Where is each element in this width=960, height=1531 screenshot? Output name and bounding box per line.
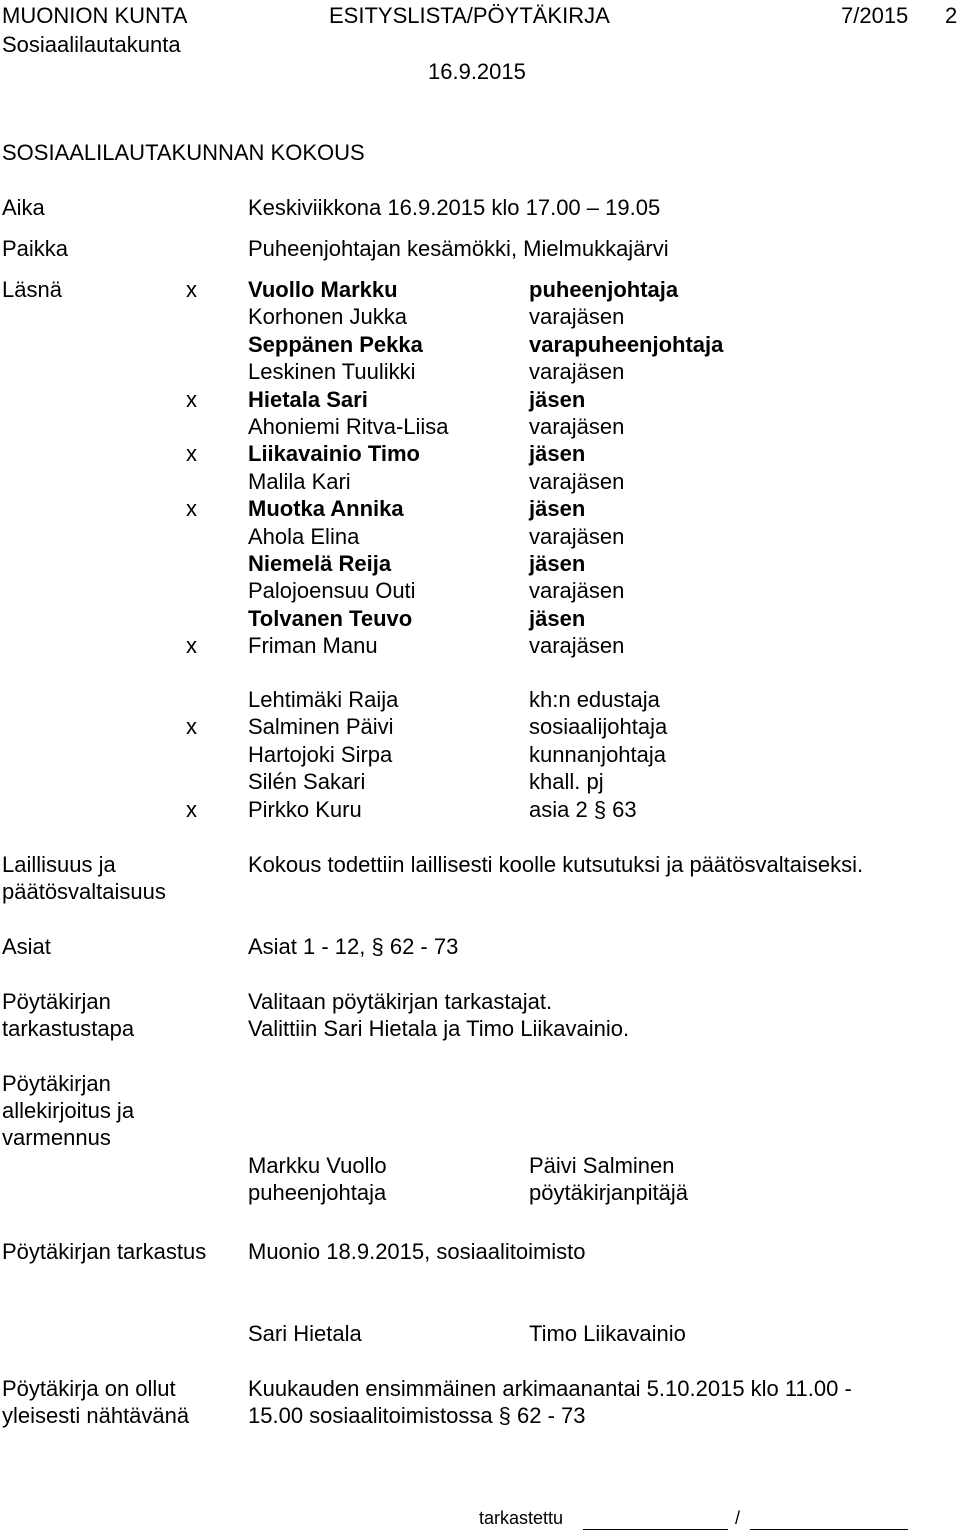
chair-title: puheenjohtaja [248, 1180, 387, 1205]
member-name: Niemelä Reija [248, 551, 392, 576]
member-name: Palojoensuu Outi [248, 578, 416, 604]
present-label: Läsnä [2, 277, 62, 302]
member-role: khall. pj [529, 769, 604, 795]
review-method-text-line1: Valitaan pöytäkirjan tarkastajat. [248, 989, 553, 1014]
member-name: Liikavainio Timo [248, 441, 420, 467]
legality-label-line1: Laillisuus ja [2, 852, 116, 877]
presence-mark: x [186, 496, 197, 522]
presence-mark: x [186, 796, 197, 822]
member-name: Silén Sakari [248, 769, 366, 795]
time-value: Keskiviikkona 16.9.2015 klo 17.00 – 19.05 [248, 195, 661, 220]
member-name: Pirkko Kuru [248, 796, 362, 822]
member-role: jäsen [529, 441, 586, 467]
member-name: Malila Kari [248, 468, 351, 494]
member-name: Tolvanen Teuvo [248, 605, 413, 631]
member-role: varapuheenjohtaja [529, 331, 724, 357]
review-method-label-line1: Pöytäkirjan [2, 989, 111, 1014]
member-name: Hietala Sari [248, 386, 368, 412]
public-text-line2: 15.00 sosiaalitoimistossa § 62 - 73 [248, 1403, 586, 1428]
footer-checked-label: tarkastettu [479, 1508, 564, 1528]
member-name: Ahola Elina [248, 523, 360, 549]
member-role: kunnanjohtaja [529, 741, 667, 767]
public-text-line1: Kuukauden ensimmäinen arkimaanantai 5.10.2015 klo 11.00 - [248, 1376, 852, 1401]
presence-mark: x [186, 386, 197, 412]
member-name: Leskinen Tuulikki [248, 359, 416, 385]
member-role: varajäsen [529, 468, 625, 494]
signing-label-line2: allekirjoitus ja [2, 1098, 135, 1123]
member-role: varajäsen [529, 578, 625, 604]
member-name: Ahoniemi Ritva-Liisa [248, 414, 449, 439]
member-name: Hartojoki Sirpa [248, 741, 393, 767]
secretary-title: pöytäkirjanpitäjä [529, 1180, 688, 1205]
secretary-name: Päivi Salminen [529, 1153, 675, 1178]
page-title: SOSIAALILAUTAKUNNAN KOKOUS [2, 140, 365, 165]
header-page-number: 2 [945, 3, 958, 28]
matters-label: Asiat [2, 934, 51, 959]
member-name: Lehtimäki Raija [248, 687, 399, 712]
presence-mark: x [186, 633, 197, 659]
header-date: 16.9.2015 [428, 59, 526, 84]
member-role: jäsen [529, 551, 586, 576]
place-value: Puheenjohtajan kesämökki, Mielmukkajärvi [248, 236, 669, 261]
footer-signature-line-2 [750, 1529, 908, 1530]
time-label: Aika [2, 195, 45, 220]
member-role: jäsen [529, 496, 586, 522]
review-method-text-line2: Valittiin Sari Hietala ja Timo Liikavainio. [248, 1016, 630, 1041]
reviewer-2-name: Timo Liikavainio [529, 1321, 686, 1346]
header-doc-type: ESITYSLISTA/PÖYTÄKIRJA [329, 3, 610, 28]
place-label: Paikka [2, 236, 69, 261]
legality-text: Kokous todettiin laillisesti koolle kutsutuksi ja päätösvaltaiseksi. [248, 852, 864, 877]
member-name: Korhonen Jukka [248, 304, 407, 330]
header-municipality: MUONION KUNTA [2, 3, 188, 28]
member-role: varajäsen [529, 633, 625, 659]
member-role: varajäsen [529, 523, 625, 549]
review-method-label-line2: tarkastustapa [2, 1016, 135, 1041]
presence-mark: x [186, 441, 197, 467]
presence-mark: x [186, 714, 197, 740]
member-name: Salminen Päivi [248, 714, 394, 740]
public-label-line1: Pöytäkirja on ollut [2, 1376, 176, 1401]
signing-label-line3: varmennus [2, 1125, 111, 1150]
legality-label-line2: päätösvaltaisuus [2, 879, 166, 904]
header-board: Sosiaalilautakunta [2, 32, 181, 57]
member-role: asia 2 § 63 [529, 796, 637, 822]
reviewer-1-name: Sari Hietala [248, 1321, 362, 1346]
member-name: Seppänen Pekka [248, 331, 423, 357]
presence-mark: x [186, 277, 197, 302]
member-role: puheenjohtaja [529, 277, 679, 302]
footer-signature-line-1 [583, 1529, 728, 1530]
footer-separator: / [735, 1508, 741, 1528]
member-role: sosiaalijohtaja [529, 714, 668, 740]
review-label: Pöytäkirjan tarkastus [2, 1239, 207, 1264]
review-text: Muonio 18.9.2015, sosiaalitoimisto [248, 1239, 586, 1264]
public-label-line2: yleisesti nähtävänä [2, 1403, 190, 1428]
matters-text: Asiat 1 - 12, § 62 - 73 [248, 934, 459, 959]
member-name: Vuollo Markku [248, 277, 398, 302]
signing-label-line1: Pöytäkirjan [2, 1071, 111, 1096]
member-name: Muotka Annika [248, 496, 404, 522]
header-number: 7/2015 [841, 3, 909, 28]
member-role: varajäsen [529, 359, 625, 385]
chair-name: Markku Vuollo [248, 1153, 387, 1178]
member-role: varajäsen [529, 304, 625, 330]
member-role: kh:n edustaja [529, 687, 660, 712]
member-role: varajäsen [529, 414, 625, 439]
member-role: jäsen [529, 386, 586, 412]
member-role: jäsen [529, 605, 586, 631]
member-name: Friman Manu [248, 633, 378, 659]
